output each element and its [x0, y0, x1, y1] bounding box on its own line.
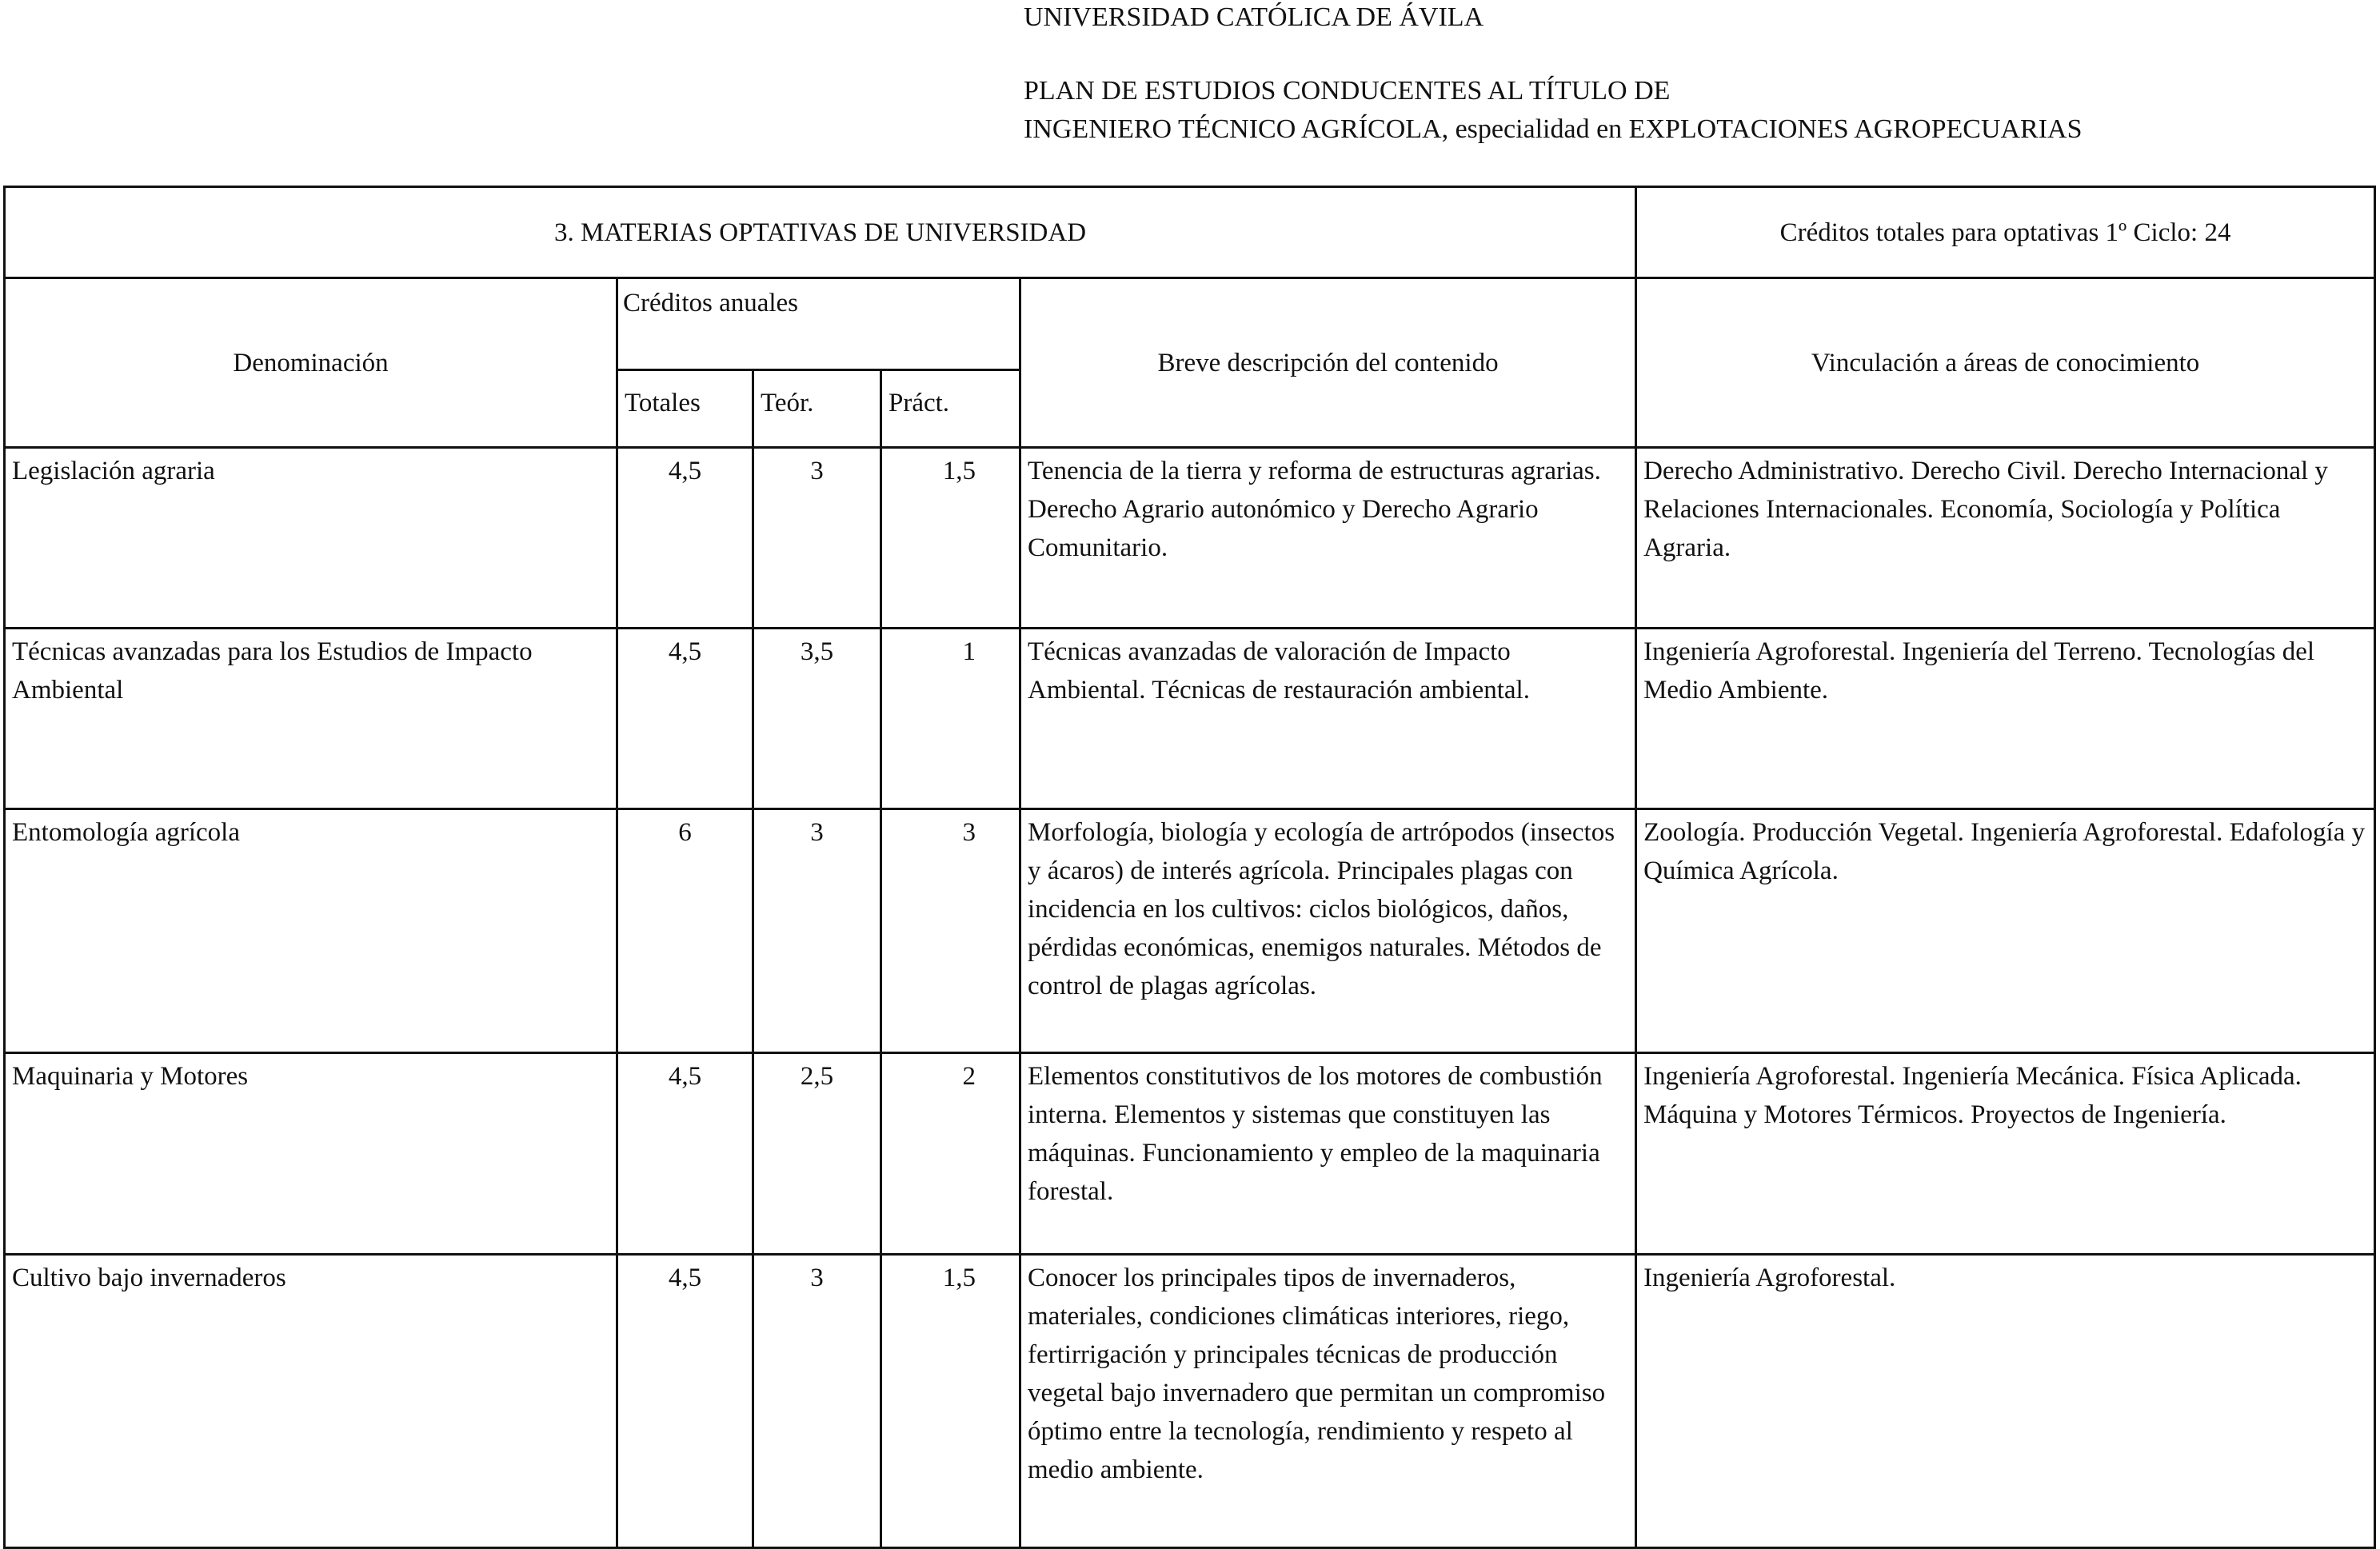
subject-description: Conocer los principales tipos de invernaderos, materiales, condiciones climáticas interiores, riego, fertirrigación y principales técnicas de producción vegetal bajo invernadero que permitan un compromiso óptimo entre la tecnología, rendimiento y respeto al medio ambiente. [1020, 1255, 1636, 1548]
column-header-row [5, 278, 2375, 370]
credits-theory: 3 [753, 809, 881, 1053]
section-title-row [5, 187, 2375, 278]
subject-description: Técnicas avanzadas de valoración de Impacto Ambiental. Técnicas de restauración ambiental. [1020, 629, 1636, 809]
subject-areas: Ingeniería Agroforestal. Ingeniería del Terreno. Tecnologías del Medio Ambiente. [1636, 629, 2375, 809]
subject-name: Técnicas avanzadas para los Estudios de Impacto Ambiental [5, 629, 617, 809]
credits-practice: 1,5 [881, 448, 1020, 629]
subject-name: Cultivo bajo invernaderos [5, 1255, 617, 1548]
subject-description: Tenencia de la tierra y reforma de estructuras agrarias. Derecho Agrario autonómico y Derecho Agrario Comunitario. [1020, 448, 1636, 629]
credits-total: 4,5 [617, 1255, 753, 1548]
subject-description: Elementos constitutivos de los motores de combustión interna. Elementos y sistemas que constituyen las máquinas. Funcionamiento y empleo de la maquinaria forestal. [1020, 1053, 1636, 1255]
table-row [5, 1053, 2375, 1255]
col-header-creditos: Créditos anuales [617, 278, 1020, 370]
credits-total: 6 [617, 809, 753, 1053]
total-credits: Créditos totales para optativas 1º Ciclo: 24 [1636, 187, 2375, 278]
subject-areas: Ingeniería Agroforestal. Ingeniería Mecánica. Física Aplicada. Máquina y Motores Térmicos. Proyectos de Ingeniería. [1636, 1053, 2375, 1255]
table-row [5, 809, 2375, 1053]
credits-theory: 3,5 [753, 629, 881, 809]
col-header-vinculacion: Vinculación a áreas de conocimiento [1636, 278, 2375, 448]
credits-theory: 3 [753, 448, 881, 629]
subject-areas: Zoología. Producción Vegetal. Ingeniería Agroforestal. Edafología y Química Agrícola. [1636, 809, 2375, 1053]
credits-total: 4,5 [617, 629, 753, 809]
col-header-totales: Totales [617, 370, 753, 448]
col-header-teor: Teór. [753, 370, 881, 448]
subject-description: Morfología, biología y ecología de artrópodos (insectos y ácaros) de interés agrícola. Principales plagas con incidencia en los cultivos: ciclos biológicos, daños, pérdidas económicas, enemigos naturales. Métodos de control de plagas agrícolas. [1020, 809, 1636, 1053]
section-title: 3. MATERIAS OPTATIVAS DE UNIVERSIDAD [5, 187, 1636, 278]
credits-total: 4,5 [617, 1053, 753, 1255]
university-name: UNIVERSIDAD CATÓLICA DE ÁVILA [1024, 2, 1484, 32]
optativas-table [3, 186, 2376, 1549]
subject-name: Entomología agrícola [5, 809, 617, 1053]
subject-areas: Ingeniería Agroforestal. [1636, 1255, 2375, 1548]
plan-title-line2: INGENIERO TÉCNICO AGRÍCOLA, especialidad en EXPLOTACIONES AGROPECUARIAS [1024, 114, 2082, 144]
subject-name: Maquinaria y Motores [5, 1053, 617, 1255]
subject-areas: Derecho Administrativo. Derecho Civil. Derecho Internacional y Relaciones Internacionales. Economía, Sociología y Política Agraria. [1636, 448, 2375, 629]
credits-practice: 2 [881, 1053, 1020, 1255]
credits-theory: 2,5 [753, 1053, 881, 1255]
subject-name: Legislación agraria [5, 448, 617, 629]
table-row [5, 448, 2375, 629]
col-header-denominacion: Denominación [5, 278, 617, 448]
table-row [5, 629, 2375, 809]
credits-theory: 3 [753, 1255, 881, 1548]
credits-practice: 3 [881, 809, 1020, 1053]
table-row [5, 1255, 2375, 1548]
credits-practice: 1 [881, 629, 1020, 809]
col-header-descripcion: Breve descripción del contenido [1020, 278, 1636, 448]
col-header-pract: Práct. [881, 370, 1020, 448]
plan-title-line1: PLAN DE ESTUDIOS CONDUCENTES AL TÍTULO DE [1024, 76, 1671, 106]
credits-total: 4,5 [617, 448, 753, 629]
credits-practice: 1,5 [881, 1255, 1020, 1548]
